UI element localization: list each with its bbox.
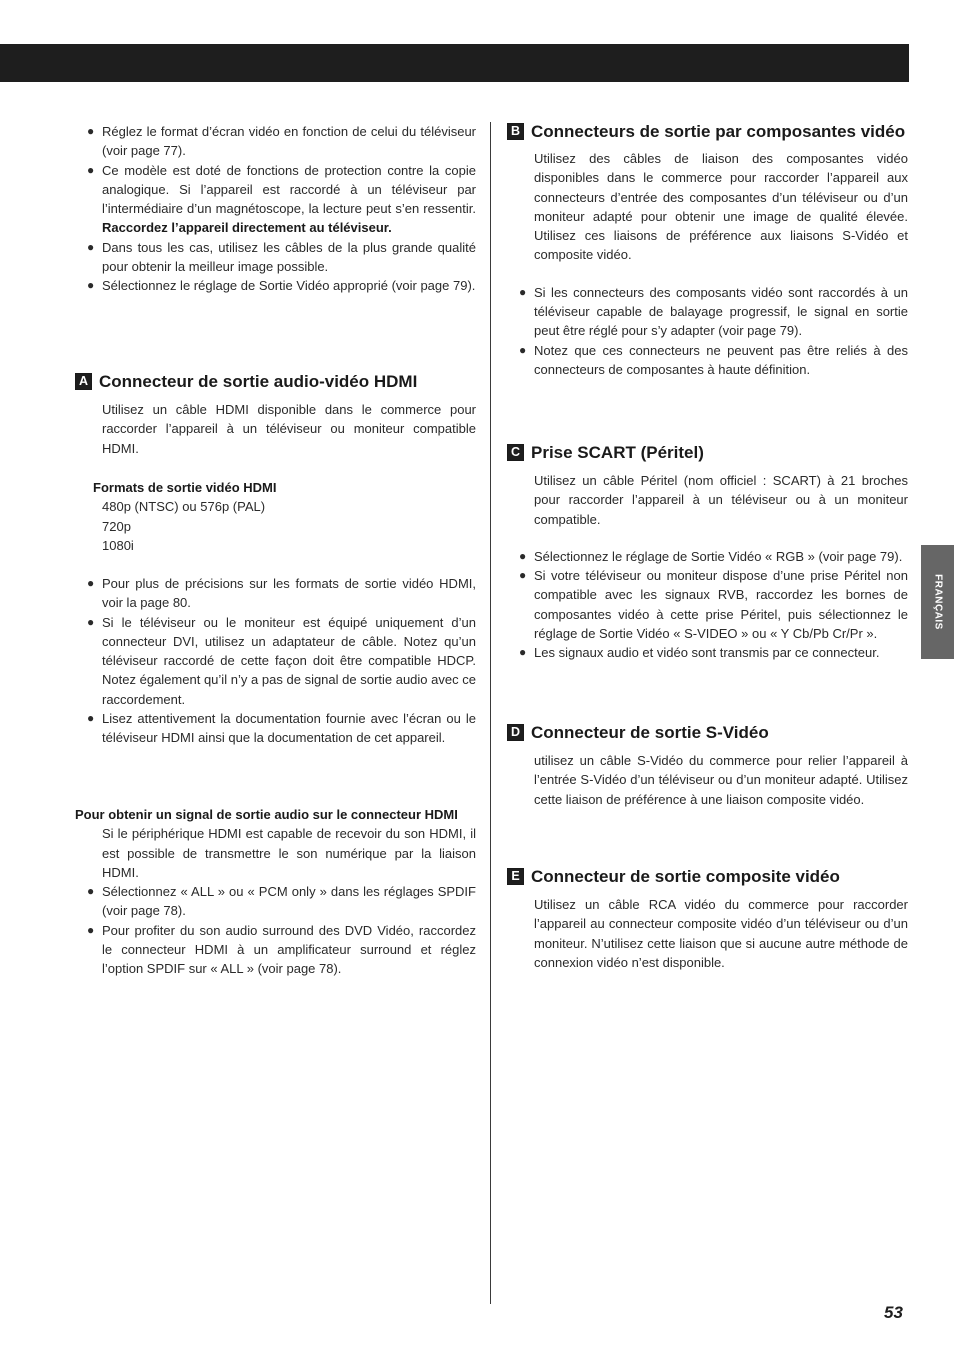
section-e-letter: E — [507, 868, 524, 885]
section-b-body: Utilisez des câbles de liaison des composantes vidéo disponibles dans le commerce pour raccorder l’appareil aux connecteurs d’entrée des composantes d’un téléviseur ou d’un moniteur adapté pour obtenir une image de qualité élevée. Utilisez ces liaisons de préférence aux liaisons S-Vidéo et composite vidéo. — [534, 151, 908, 263]
section-a — [75, 371, 476, 458]
section-d — [507, 722, 908, 809]
list-item: ● Si le téléviseur ou le moniteur est équipé uniquement d’un connecteur DVI, utilisez un adaptateur de câble. Notez qu’un téléviseur raccordé de cette façon doit être compatible HDCP. Notez également qu’il n’y a pas de signal de sortie audio avec ce raccordement. — [87, 614, 476, 707]
section-c-heading — [507, 442, 908, 464]
formats-title: Formats de sortie vidéo HDMI — [93, 480, 277, 495]
section-b-letter: B — [507, 123, 524, 140]
section-d-title: Connecteur de sortie S-Vidéo — [531, 723, 769, 742]
audio-section — [75, 805, 476, 979]
list-item: ● Notez que ces connecteurs ne peuvent pas être reliés à des connecteurs de composantes à haute définition. — [519, 342, 908, 377]
list-item: ● Ce modèle est doté de fonctions de protection contre la copie analogique. Si l’appareil est raccordé à un téléviseur par l’intermédiaire d’un magnétoscope, la lecture peut s’en ressentir. Raccordez l’appareil directement au téléviseur. — [87, 162, 476, 236]
section-a-body: Utilisez un câble HDMI disponible dans le commerce pour raccorder l’appareil à un téléviseur ou moniteur compatible HDMI. — [102, 402, 476, 456]
list-item: ● Sélectionnez le réglage de Sortie Vidéo approprié (voir page 79). — [87, 278, 476, 294]
page-number: 53 — [884, 1303, 903, 1322]
section-d-letter: D — [507, 724, 524, 741]
section-e-heading — [507, 866, 908, 888]
format-item: 1080i — [102, 537, 134, 553]
section-d-body: utilisez un câble S-Vidéo du commerce pour relier l’appareil à l’entrée S-Vidéo d’un téléviseur ou d’un moniteur adapté. Utilisez cette liaison de préférence à une liaison composite vidéo. — [534, 753, 908, 807]
section-c-title: Prise SCART (Péritel) — [531, 443, 704, 462]
section-a-bullets — [89, 574, 476, 748]
audio-section-title: Pour obtenir un signal de sortie audio sur le connecteur HDMI — [75, 807, 458, 822]
column-divider — [490, 122, 491, 1304]
section-c — [507, 442, 908, 663]
list-item: ● Sélectionnez le réglage de Sortie Vidéo « RGB » (voir page 79). — [519, 548, 903, 564]
format-item: 720p — [102, 518, 131, 534]
hdmi-formats — [93, 478, 473, 555]
section-e-body: Utilisez un câble RCA vidéo du commerce pour raccorder l’appareil au connecteur composite vidéo d’un téléviseur ou d’un moniteur. N’utilisez cette liaison que si aucune autre méthode de connexion vidéo n’est disponible. — [534, 897, 908, 970]
audio-section-body: Si le périphérique HDMI est capable de recevoir du son HDMI, il est possible de transmettre le son numérique par la liaison HDMI. — [102, 826, 476, 880]
list-item: ● Lisez attentivement la documentation fournie avec l’écran ou le téléviseur HDMI ainsi que la documentation de cet appareil. — [87, 711, 476, 746]
section-c-body: Utilisez un câble Péritel (nom officiel : SCART) à 21 broches pour raccorder l’appareil à un téléviseur ou à un moniteur compatible. — [534, 473, 908, 527]
list-item: ● Si les connecteurs des composants vidéo sont raccordés à un téléviseur capable de balayage progressif, le signal en sortie peut être réglé pour s’y adapter (voir page 79). — [519, 284, 908, 339]
list-item: ● Pour profiter du son audio surround des DVD Vidéo, raccordez le connecteur HDMI à un amplificateur surround et réglez l’option SPDIF sur « ALL » (voir page 78). — [87, 922, 476, 977]
section-c-letter: C — [507, 444, 524, 461]
header-bar — [0, 44, 909, 82]
section-a-letter: A — [75, 373, 92, 390]
section-e — [507, 866, 908, 972]
format-item: 480p (NTSC) ou 576p (PAL) — [102, 499, 266, 515]
intro-bullets — [89, 122, 476, 296]
section-b — [507, 121, 908, 379]
section-d-heading — [507, 722, 908, 744]
list-item: ● Dans tous les cas, utilisez les câbles de la plus grande qualité pour obtenir la meilleur image possible. — [87, 239, 476, 275]
section-b-heading — [507, 121, 908, 143]
list-item: ● Réglez le format d’écran vidéo en fonction de celui du téléviseur (voir page 77). — [87, 124, 476, 159]
list-item: ● Si votre téléviseur ou moniteur dispose d’une prise Péritel non compatible avec les signaux RVB, raccordez les bornes de composantes vidéo à cette prise Péritel, puis sélectionnez le réglage de Sortie Vidéo « S-VIDEO » ou « Y Cb/Pb Cr/Pr ». — [519, 568, 908, 642]
section-e-title: Connecteur de sortie composite vidéo — [531, 867, 840, 886]
list-item: ● Sélectionnez « ALL » ou « PCM only » dans les réglages SPDIF (voir page 78). — [87, 884, 476, 919]
section-a-heading — [75, 371, 476, 393]
language-tab-label: FRANÇAIS — [932, 574, 943, 630]
list-item: ● Pour plus de précisions sur les formats de sortie vidéo HDMI, voir la page 80. — [87, 576, 476, 611]
section-b-title: Connecteurs de sortie par composantes vidéo — [531, 122, 906, 141]
language-tab — [921, 545, 954, 659]
section-a-title: Connecteur de sortie audio-vidéo HDMI — [99, 372, 418, 391]
list-item: ● Les signaux audio et vidéo sont transmis par ce connecteur. — [519, 645, 880, 661]
